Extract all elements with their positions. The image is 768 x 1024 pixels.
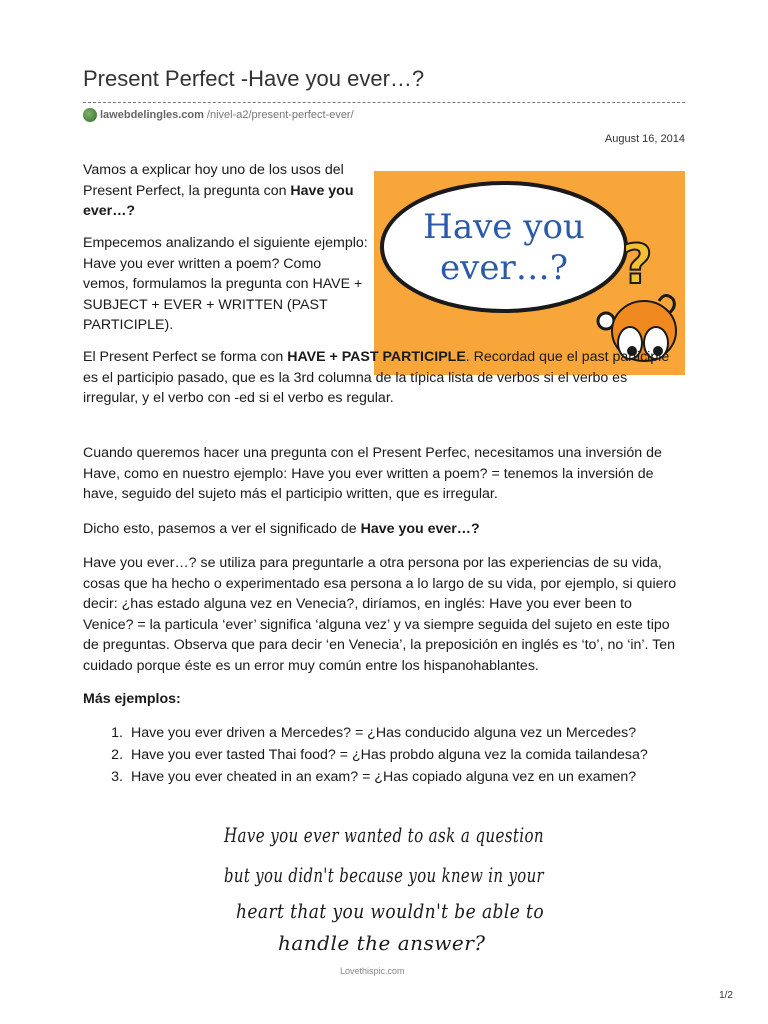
page-number: 1/2 (719, 990, 733, 1001)
list-item-text: Have you ever cheated in an exam? = ¿Has copiado alguna vez en un examen? (131, 769, 637, 785)
list-item (83, 722, 648, 744)
quote-line-1: Have you ever wanted to ask a question (223, 823, 544, 847)
paragraph-intro (83, 160, 368, 222)
list-item-text: Have you ever tasted Thai food? = ¿Has probdo alguna vez la comida tailandesa? (131, 747, 648, 763)
examples-list (83, 722, 648, 788)
page-title: Present Perfect -Have you ever…? (83, 66, 425, 91)
image-credit: Lovethispic.com (340, 966, 405, 976)
paragraph-formation (83, 347, 685, 409)
bubble-line-1: Have you (423, 207, 585, 247)
paragraph-formation-bold: HAVE + PAST PARTICIPLE (287, 349, 466, 365)
list-item-text: Have you ever driven a Mercedes? = ¿Has conducido alguna vez un Mercedes? (131, 725, 637, 741)
list-item-number: 1. (111, 725, 123, 741)
quote-line-3: heart that you wouldn't be able to (236, 899, 544, 923)
paragraph-usage: Have you ever…? se utiliza para preguntarle a otra persona por las experiencias de su vida, cosas que ha hecho o experimentado esa persona a lo largo de su vida, por ejemplo, si quiero decir: ¿has estado alguna vez en Venecia?, diríamos, en inglés: Have you ever been to Venice? = la particula ‘ever’ significa ‘alguna vez’ y va siempre seguida del sujeto en este tipo de preguntas. Observa que para decir ‘en Venecia’, la preposición en inglés es ‘to’, no ‘in’. Ten cuidado porque éste es un error muy común entre los hispanohablantes. (83, 555, 677, 674)
site-favicon-icon (83, 108, 97, 122)
quote-line-2: but you didn't because you knew in your (224, 863, 545, 887)
paragraph-meaning-text: Dicho esto, pasemos a ver el significado de (83, 521, 361, 537)
paragraph-meaning-bold: Have you ever…? (360, 521, 480, 537)
paragraph-example: Empecemos analizando el siguiente ejemplo: Have you ever written a poem? Como vemos, formulamos la pregunta con HAVE + SUBJECT + EVER + WRITTEN (PAST PARTICIPLE). (83, 235, 368, 333)
handwritten-quote-image (214, 812, 554, 982)
source-link[interactable] (83, 108, 354, 122)
list-item (83, 766, 648, 788)
source-path[interactable]: /nivel-a2/present-perfect-ever/ (206, 109, 354, 121)
cartoon-thought-bubble-icon (374, 171, 685, 375)
question-mark: ? (621, 233, 653, 296)
list-item-number: 2. (111, 747, 123, 763)
paragraph-meaning-intro (83, 519, 685, 540)
title-divider (83, 102, 685, 103)
quote-line-4: handle the answer? (278, 931, 486, 955)
examples-heading: Más ejemplos: (83, 691, 181, 707)
paragraph-formation-text-b: . Recordad que el past participle es el participio pasado, que es la 3rd columna de la típica lista de verbos si el verbo es irregular, y el verbo con -ed si el verbo es regular. (83, 349, 670, 406)
paragraph-intro-text: Vamos a explicar hoy uno de los usos del Present Perfect, la pregunta con (83, 162, 344, 199)
paragraph-formation-text-a: El Present Perfect se forma con (83, 349, 288, 365)
paragraph-inversion: Cuando queremos hacer una pregunta con el Present Perfec, necesitamos una inversión de Have, como en nuestro ejemplo: Have you ever written a poem? = tenemos la inversión de have, seguido del sujeto más el participio written, que es irregular. (83, 445, 662, 502)
bubble-line-2: ever…? (440, 248, 568, 288)
have-you-ever-illustration (374, 171, 685, 375)
paragraph-intro-bold: Have you ever…? (83, 182, 354, 219)
publish-date: August 16, 2014 (604, 133, 685, 145)
list-item (83, 744, 648, 766)
list-item-number: 3. (111, 769, 123, 785)
source-domain[interactable]: lawebdelingles.com (100, 109, 204, 121)
